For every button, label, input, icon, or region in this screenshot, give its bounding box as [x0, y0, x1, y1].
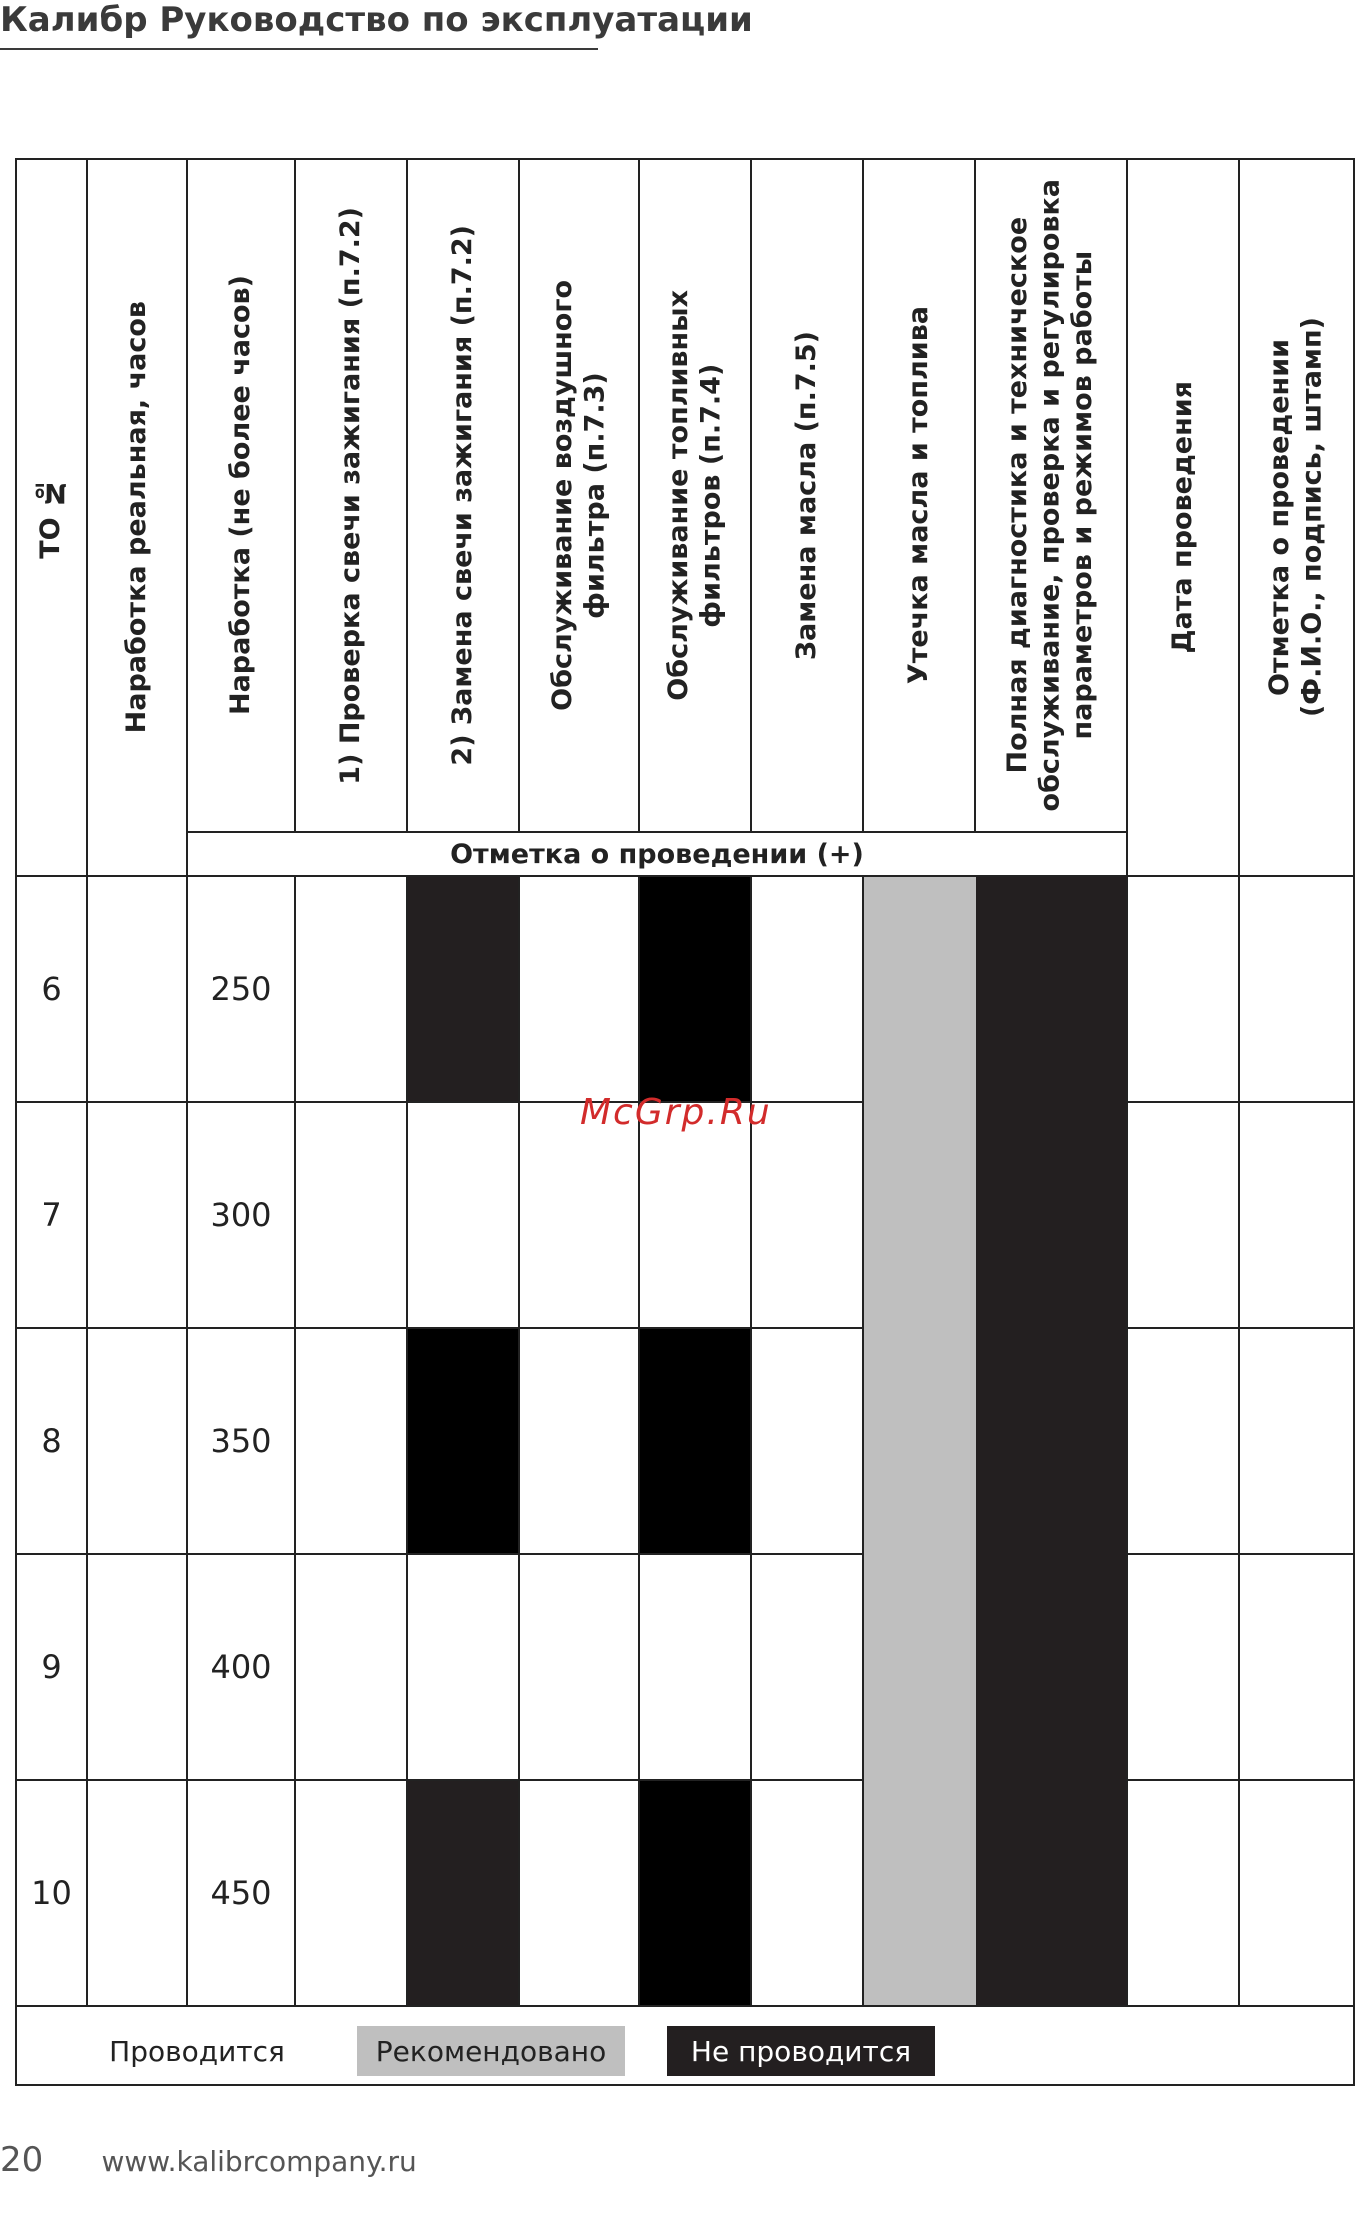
cell-signature	[1240, 1329, 1353, 1555]
col-header-real-hours: Наработка реальная, часов	[88, 160, 188, 877]
col-header-spark-check: 1) Проверка свечи зажигания (п.7.2)	[296, 160, 408, 833]
legend-done: Проводится	[109, 2034, 285, 2068]
cell-spark-replace-not-done	[408, 877, 520, 1103]
cell-real-hours	[88, 1329, 188, 1555]
cell-spark-replace	[408, 1555, 520, 1781]
cell-spark-replace-not-done	[408, 1329, 520, 1555]
cell-fuel-filters-not-done	[640, 877, 752, 1103]
col-header-fuel-filters: Обслуживание топливных фильтров (п.7.4)	[640, 160, 752, 833]
cell-to-number: 10	[17, 1781, 88, 2007]
footer-link[interactable]: www.kalibrcompany.ru	[101, 2145, 417, 2178]
cell-max-hours: 350	[188, 1329, 296, 1555]
cell-spark-replace	[408, 1103, 520, 1329]
cell-spark-replace-not-done	[408, 1781, 520, 2007]
cell-date	[1128, 877, 1240, 1103]
cell-oil-change	[752, 1555, 864, 1781]
cell-max-hours: 300	[188, 1103, 296, 1329]
cell-signature	[1240, 877, 1353, 1103]
cell-air-filter	[520, 1103, 640, 1329]
cell-real-hours	[88, 1103, 188, 1329]
cell-max-hours: 450	[188, 1781, 296, 2007]
col-header-to-number: ТО №	[17, 160, 88, 877]
cell-air-filter	[520, 1781, 640, 2007]
cell-signature	[1240, 1781, 1353, 2007]
cell-real-hours	[88, 877, 188, 1103]
col-header-spark-replace: 2) Замена свечи зажигания (п.7.2)	[408, 160, 520, 833]
cell-leak-recommended	[864, 877, 976, 2007]
header-divider	[0, 48, 598, 50]
watermark: McGrp.Ru	[580, 1092, 772, 1133]
cell-full-diagnostics-not-done	[976, 877, 1128, 2007]
cell-date	[1128, 1781, 1240, 2007]
cell-oil-change	[752, 1329, 864, 1555]
cell-oil-change	[752, 877, 864, 1103]
cell-to-number: 9	[17, 1555, 88, 1781]
span-label-done-mark: Отметка о проведении (+)	[188, 833, 1128, 877]
legend-recommended: Рекомендовано	[357, 2026, 625, 2076]
cell-fuel-filters	[640, 1103, 752, 1329]
cell-date	[1128, 1555, 1240, 1781]
cell-spark-check	[296, 1103, 408, 1329]
col-header-date: Дата проведения	[1128, 160, 1240, 877]
legend-not-done: Не проводится	[667, 2026, 935, 2076]
cell-date	[1128, 1103, 1240, 1329]
col-header-oil-change: Замена масла (п.7.5)	[752, 160, 864, 833]
page-footer	[0, 2140, 417, 2180]
cell-spark-check	[296, 1329, 408, 1555]
col-header-max-hours: Наработка (не более часов)	[188, 160, 296, 833]
cell-spark-check	[296, 877, 408, 1103]
cell-oil-change	[752, 1781, 864, 2007]
col-header-air-filter: Обслуживание воздушного фильтра (п.7.3)	[520, 160, 640, 833]
cell-spark-check	[296, 1555, 408, 1781]
cell-real-hours	[88, 1781, 188, 2007]
cell-to-number: 8	[17, 1329, 88, 1555]
cell-air-filter	[520, 1329, 640, 1555]
col-header-signature: Отметка о проведении (Ф.И.О., подпись, штамп)	[1240, 160, 1353, 877]
cell-oil-change	[752, 1103, 864, 1329]
col-header-full-diagnostics: Полная диагностика и техническое обслуживание, проверка и регулировка параметров и режимов работы	[976, 160, 1128, 833]
cell-date	[1128, 1329, 1240, 1555]
cell-fuel-filters-not-done	[640, 1781, 752, 2007]
cell-fuel-filters	[640, 1555, 752, 1781]
cell-fuel-filters-not-done	[640, 1329, 752, 1555]
cell-signature	[1240, 1103, 1353, 1329]
cell-to-number: 6	[17, 877, 88, 1103]
cell-max-hours: 250	[188, 877, 296, 1103]
page-title: Калибр Руководство по эксплуатации	[0, 0, 753, 40]
cell-to-number: 7	[17, 1103, 88, 1329]
cell-air-filter	[520, 1555, 640, 1781]
col-header-leak: Утечка масла и топлива	[864, 160, 976, 833]
cell-signature	[1240, 1555, 1353, 1781]
cell-max-hours: 400	[188, 1555, 296, 1781]
cell-air-filter	[520, 877, 640, 1103]
cell-spark-check	[296, 1781, 408, 2007]
cell-real-hours	[88, 1555, 188, 1781]
page-number: 20	[0, 2140, 44, 2180]
